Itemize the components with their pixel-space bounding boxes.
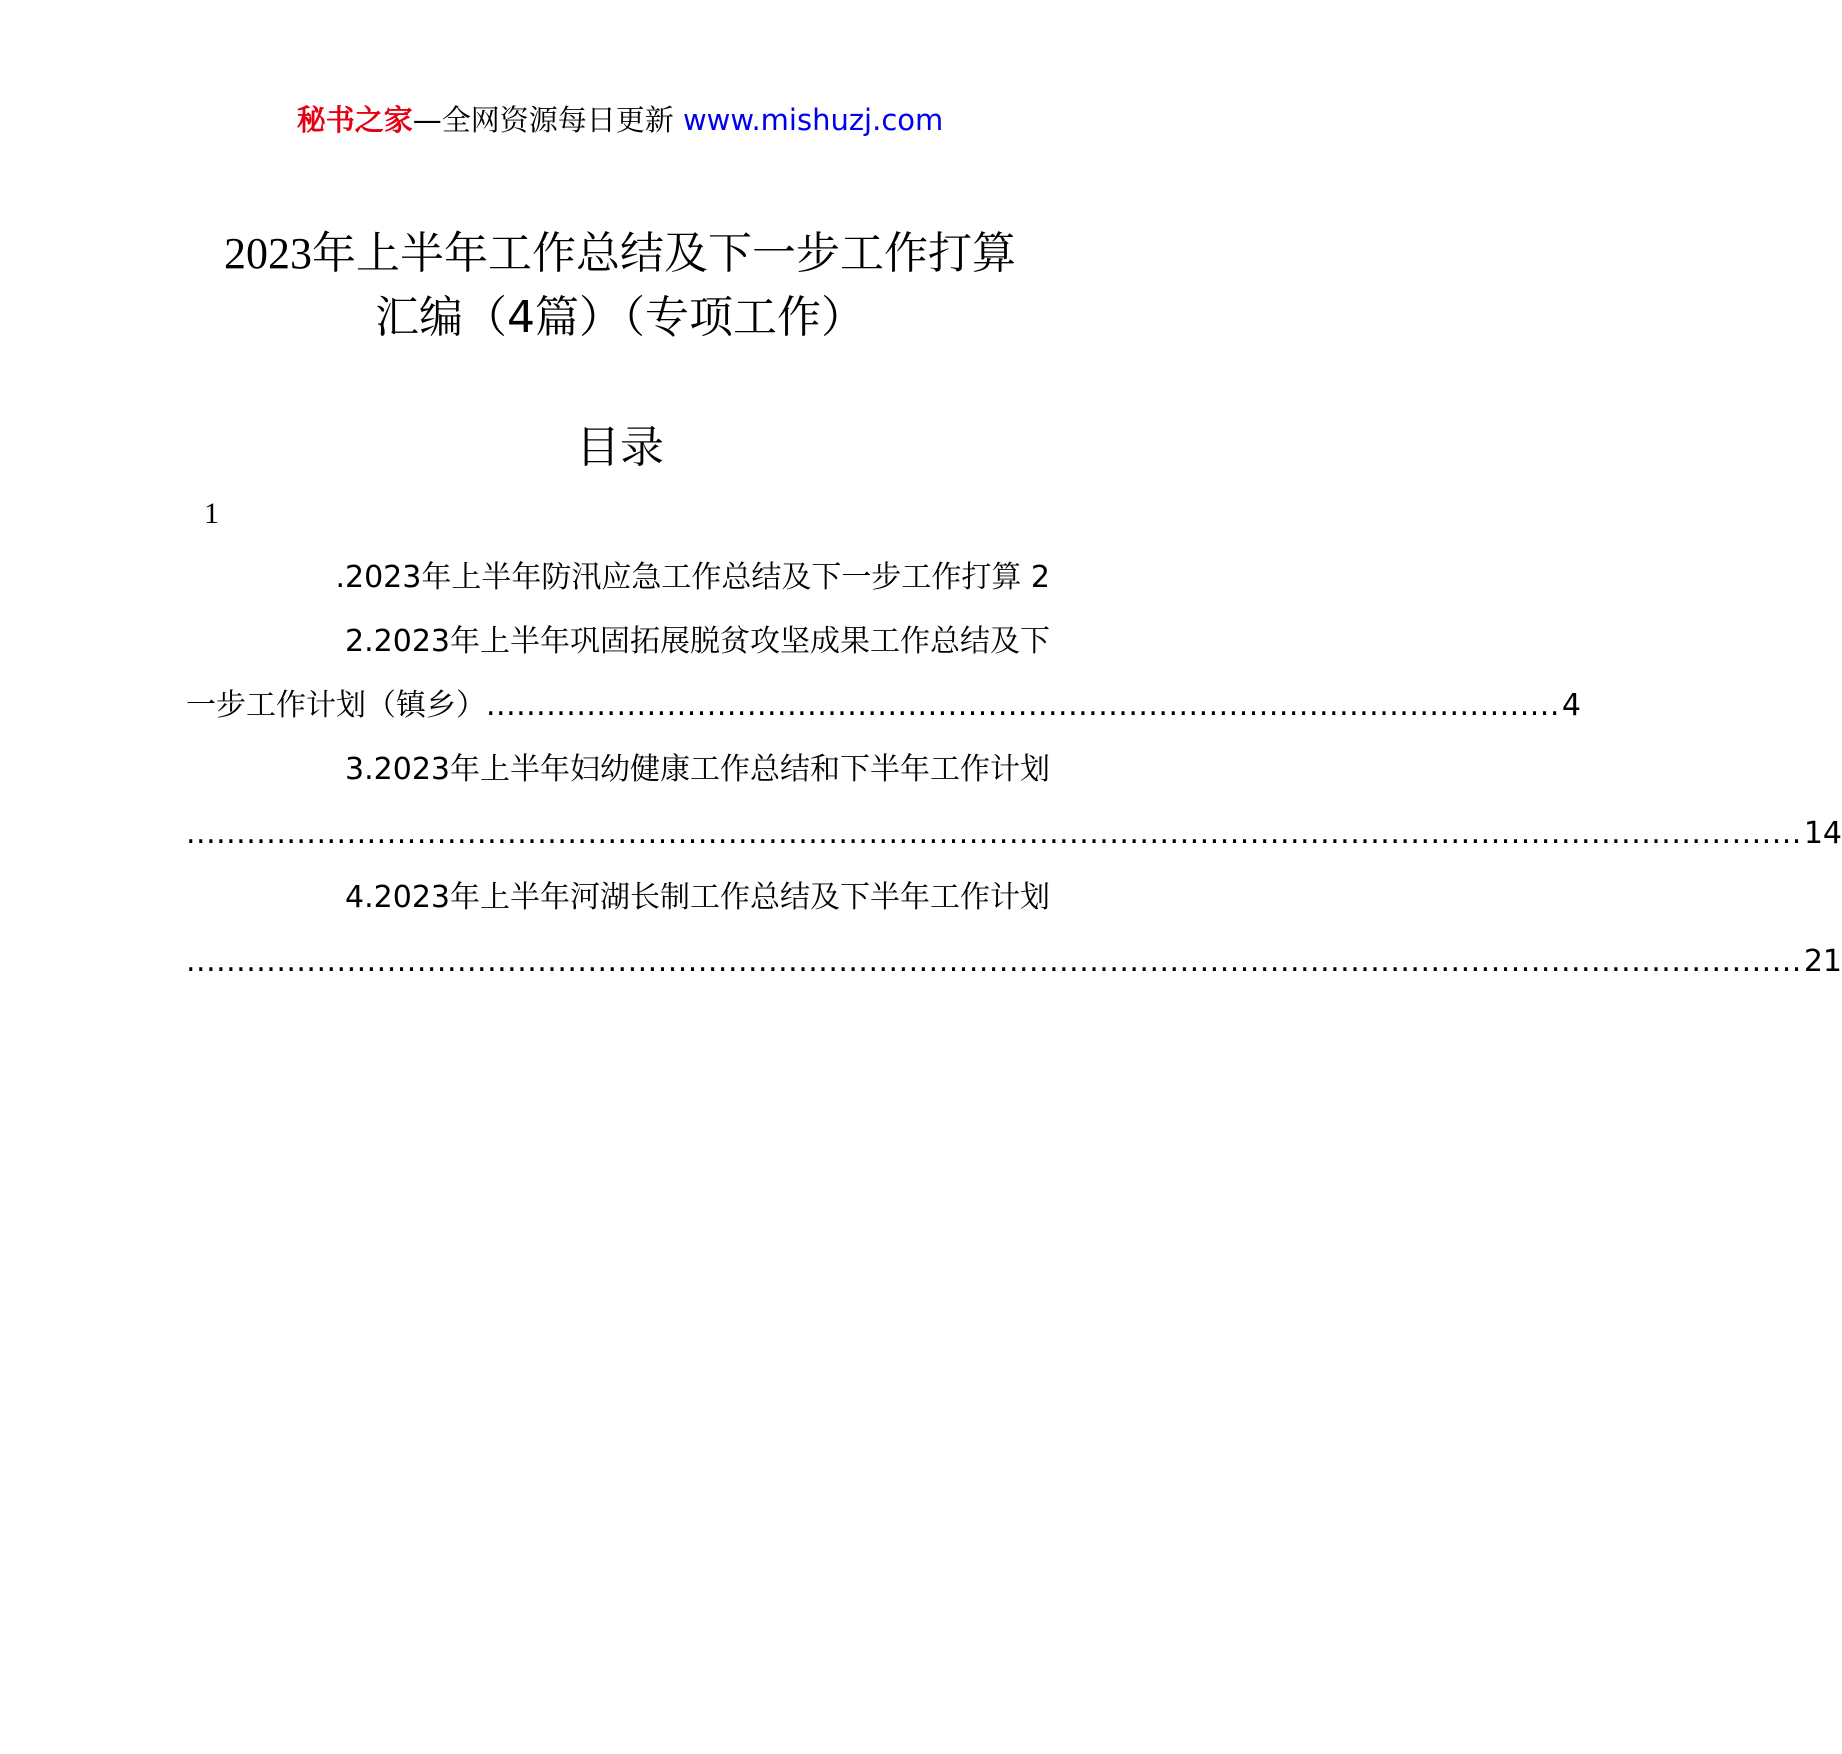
- title-line-2: 汇编（4篇）（专项工作）: [375, 292, 865, 343]
- toc-entry-3-continued[interactable]: [186, 814, 1842, 854]
- toc-entry-1[interactable]: [335, 558, 1050, 598]
- site-header: [0, 100, 1240, 140]
- toc-entry-2-text-line-2: 一步工作计划（镇乡）: [186, 688, 486, 723]
- toc-entry-2-continued[interactable]: [186, 686, 1581, 726]
- toc-entry-4-continued[interactable]: [186, 942, 1842, 982]
- toc-entry-3-page: 14: [1803, 816, 1842, 851]
- dot-leader: .................................................................................................................................................................: [186, 816, 1802, 851]
- toc-entry-4[interactable]: [345, 878, 1050, 918]
- dot-leader: ...........................................................................................................: [486, 688, 1560, 723]
- page-marker: 1: [204, 497, 219, 530]
- document-title: [150, 222, 1090, 350]
- toc-entry-3[interactable]: [345, 750, 1050, 790]
- title-line-1-text: 年上半年工作总结及下一步工作打算: [312, 228, 1016, 279]
- toc-entry-4-text-line-1: 4.2023年上半年河湖长制工作总结及下半年工作计划: [345, 880, 1050, 915]
- dot-leader: .................................................................................................................................................................: [186, 944, 1802, 979]
- brand-name: 秘书之家: [296, 103, 413, 137]
- toc-entry-1-text: .2023年上半年防汛应急工作总结及下一步工作打算: [335, 560, 1022, 595]
- toc-entry-2-page: 4: [1561, 688, 1581, 723]
- toc-entry-3-text-line-1: 3.2023年上半年妇幼健康工作总结和下半年工作计划: [345, 752, 1050, 787]
- toc-heading: 目录: [576, 422, 664, 473]
- toc-entry-1-page: 2: [1030, 560, 1050, 595]
- header-tagline: —全网资源每日更新: [412, 103, 683, 137]
- title-line-1: [150, 222, 1090, 286]
- toc-entry-2[interactable]: [345, 622, 1050, 662]
- site-url-link[interactable]: www.mishuzj.com: [682, 103, 944, 137]
- title-year: 2023: [224, 229, 312, 278]
- toc-entry-2-text-line-1: 2.2023年上半年巩固拓展脱贫攻坚成果工作总结及下: [345, 624, 1050, 659]
- toc-entry-4-page: 21: [1803, 944, 1842, 979]
